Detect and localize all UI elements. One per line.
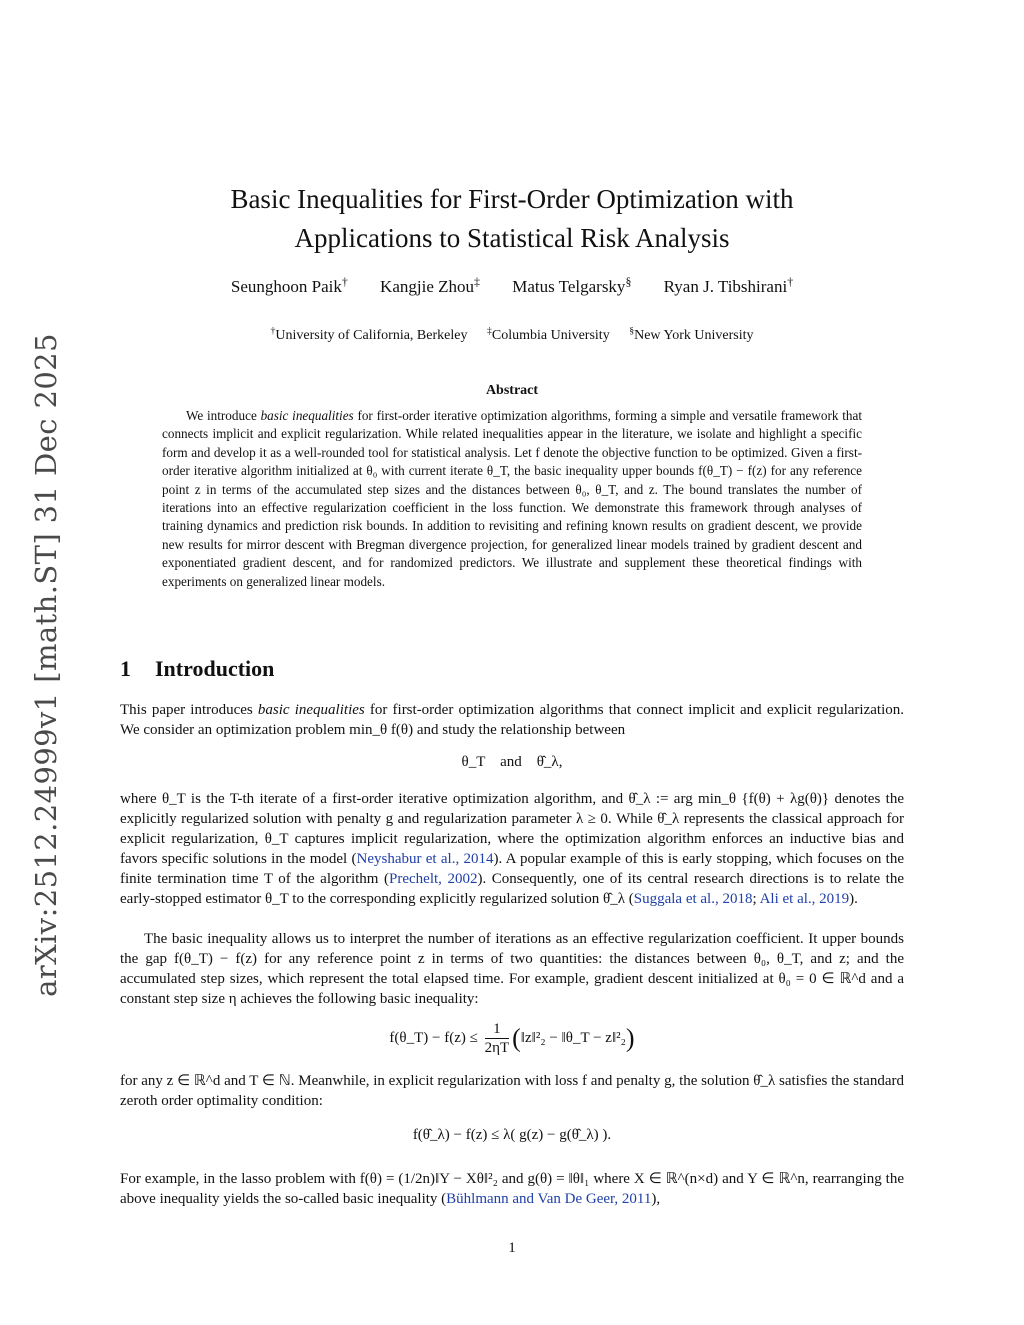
paragraph: This paper introduces basic inequalities for first-order optimization algorithms that connect implicit and explicit regularization. We consider an optimization problem min_θ f(θ) and study the relationship between <box>120 702 904 738</box>
affiliation: †University of California, Berkeley <box>270 325 468 343</box>
paragraph: The basic inequality allows us to interpret the number of iterations as an effective regularization coefficient. It upper bounds the gap f(θ_T) − f(z) for any reference point z in terms of two quantities: the distances between θ₀, θ_T, and z; and the accumulated step sizes, which represent the total elapsed time. For example, gradient descent initialized at θ₀ = 0 ∈ ℝ^d and a constant step size η achieves the following basic inequality: <box>120 931 904 1007</box>
paragraph: for any z ∈ ℝ^d and T ∈ ℕ. Meanwhile, in explicit regularization with loss f and penalty g, the solution θ̂_λ satisfies the standard zeroth order optimality condition: <box>120 1073 904 1109</box>
author: Matus Telgarsky§ <box>512 274 632 296</box>
fraction: $\frac{1}{2\eta T}$ <box>484 1021 510 1056</box>
author: Kangjie Zhou‡ <box>380 274 480 296</box>
citation-link[interactable]: Bühlmann and Van De Geer, 2011 <box>446 1191 652 1207</box>
citation-link[interactable]: Suggala et al., 2018 <box>633 891 753 907</box>
display-equation: f(θ̂_λ) − f(z) ≤ λ( g(z) − g(θ̂_λ) ). <box>412 1127 612 1143</box>
paper-title <box>120 180 904 258</box>
abstract-heading: Abstract <box>485 383 539 398</box>
display-equation: θ_T and θ̂_λ, <box>461 754 563 770</box>
citation-link[interactable]: Prechelt, 2002 <box>389 871 478 887</box>
author-list <box>120 274 904 297</box>
page-number: 1 <box>508 1240 516 1256</box>
paragraph: For example, in the lasso problem with f(θ) = (1/2n)‖Y − Xθ‖²₂ and g(θ) = ‖θ‖₁ where X ∈ ℝ^(n×d) and Y ∈ ℝ^n, rearranging the above inequality yields the so-called basic inequality (Bühlmann and Van De Geer, 2011), <box>120 1171 904 1207</box>
arxiv-id-label: arXiv:2512.24999v1 [math.ST] 31 Dec 2025 <box>29 333 63 997</box>
abstract-text: We introduce basic inequalities for first-order iterative optimization algorithms, forming a simple and versatile framework that connects implicit and explicit regularization. While related inequalities appear in the literature, we isolate and highlight a specific form and develop it as a well-rounded tool for statistical analysis. Let f denote the objective function to be optimized. Given a first-order iterative algorithm initialized at θ₀ with current iterate θ_T, the basic inequality upper bounds f(θ_T) − f(z) for any reference point z in terms of the accumulated step sizes and the distances between θ₀, θ_T, and z. The bound translates the number of iterations into an effective regularization coefficient in the loss function. We demonstrate this framework through analyses of training dynamics and prediction risk bounds. In addition to revisiting and refining known results on gradient descent, we provide new results for mirror descent with Bregman divergence projection, for generalized linear models trained by gradient descent and exponentiated gradient descent, and for randomized predictors. We illustrate and supplement these theoretical findings with experiments on generalized linear models. <box>162 408 862 589</box>
title-line-1: Basic Inequalities for First-Order Optimization with <box>230 184 794 214</box>
section-heading <box>120 656 274 682</box>
author: Ryan J. Tibshirani† <box>663 274 794 296</box>
citation-link[interactable]: Ali et al., 2019 <box>759 891 850 907</box>
display-equation: f(θ_T) − f(z) ≤ $\frac{1}{2\eta T}$ (‖z‖²₂ − ‖θ_T − z‖²₂) <box>389 1021 635 1056</box>
affiliation-list <box>120 325 904 344</box>
section-number: 1 <box>120 656 131 681</box>
affiliation: §New York University <box>629 325 754 343</box>
arxiv-sidebar <box>24 333 68 997</box>
paragraph: where θ_T is the T-th iterate of a first-order iterative optimization algorithm, and θ̂_λ := arg min_θ {f(θ) + λg(θ)} denotes the explicitly regularized solution with penalty g and regularization parameter λ ≥ 0. While θ̂_λ represents the classical approach for explicit regularization, θ_T captures implicit regularization, where the optimization algorithm enforces an inductive bias and favors specific solutions in the model (Neyshabur et al., 2014). A popular example of this is early stopping, which focuses on the finite termination time T of the algorithm (Prechelt, 2002). Consequently, one of its central research directions is to relate the early-stopped estimator θ_T to the corresponding explicitly regularized solution θ̂_λ (Suggala et al., 2018; Ali et al., 2019). <box>120 791 904 907</box>
author: Seunghoon Paik† <box>230 274 348 296</box>
affiliation: ‡Columbia University <box>486 325 610 343</box>
citation-link[interactable]: Neyshabur et al., 2014 <box>356 851 494 867</box>
section-title: Introduction <box>155 656 275 681</box>
title-line-2: Applications to Statistical Risk Analysis <box>294 223 730 253</box>
